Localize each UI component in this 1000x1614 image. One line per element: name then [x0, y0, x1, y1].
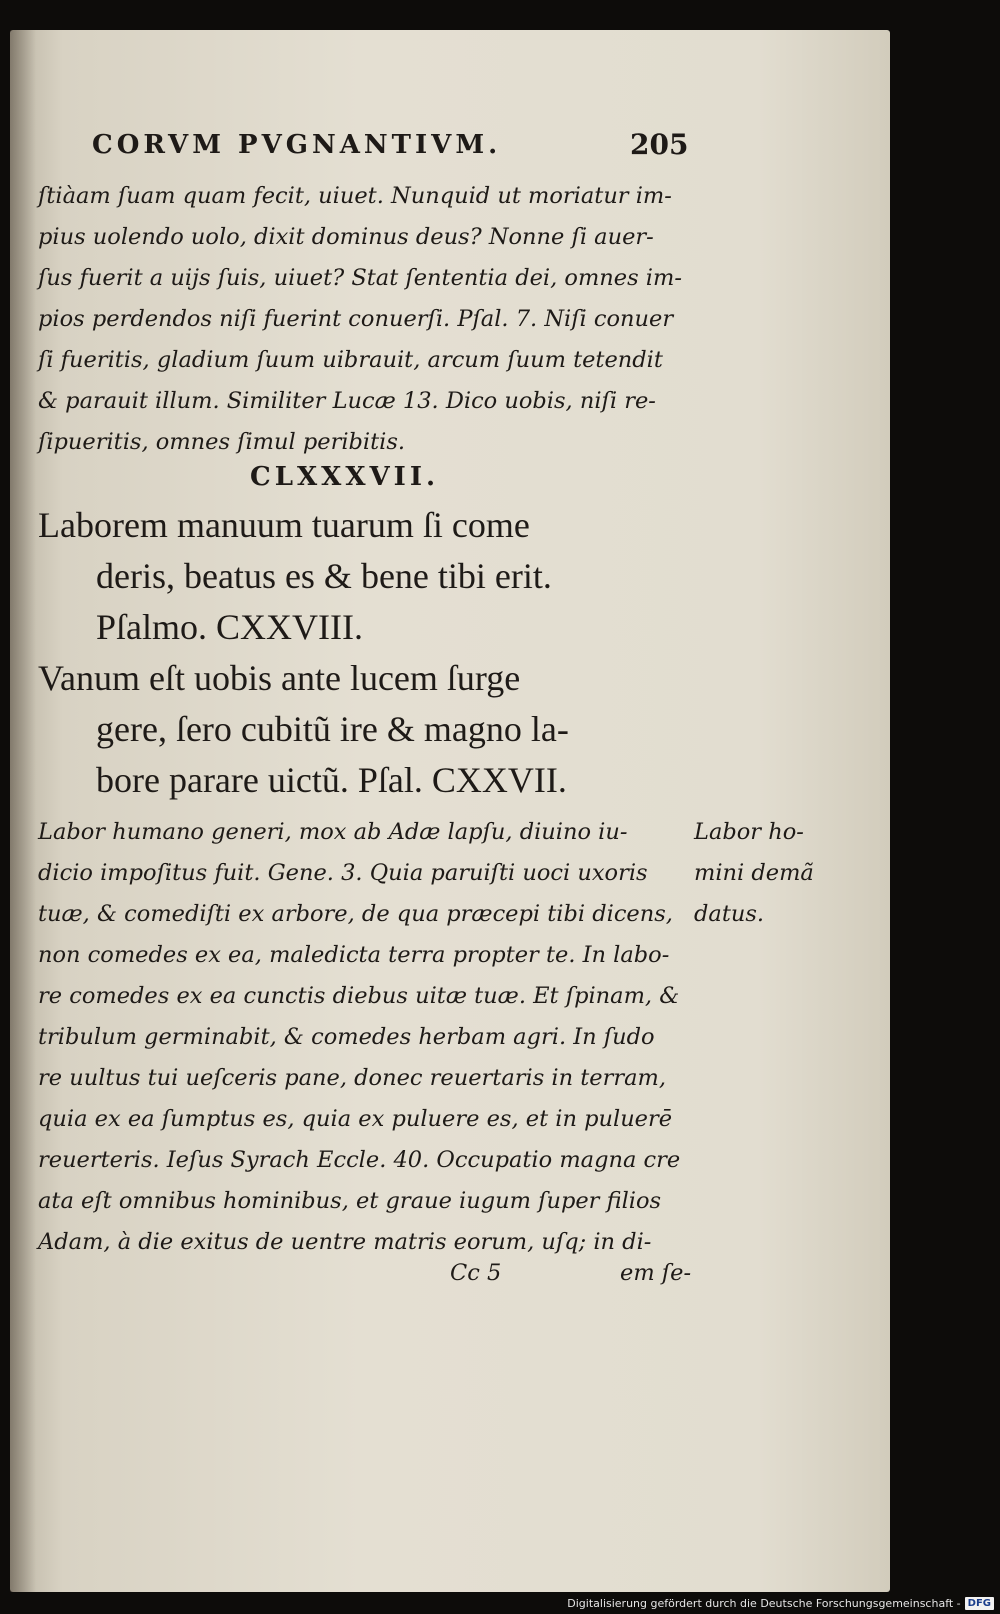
heading-line: Vanum eſt uobis ante lucem ſurge	[38, 658, 521, 698]
text-line: dicio impoſitus fuit. Gene. 3. Quia paruiſti uoci uxoris	[38, 860, 648, 886]
heading-line: Pſalmo. CXXVIII.	[96, 607, 363, 647]
text-line: & parauit illum. Similiter Lucæ 13. Dico uobis, niſi re-	[38, 388, 656, 414]
text-line: reuerteris. Ieſus Syrach Eccle. 40. Occupatio magna cre	[38, 1147, 681, 1173]
marginal-note	[694, 812, 814, 935]
credit-text: Digitalisierung gefördert durch die Deutsche Forschungsgemeinschaft -	[567, 1596, 961, 1610]
text-line: re uultus tui ueſceris pane, donec reuertaris in terram,	[38, 1065, 667, 1091]
text-line: ſi fueritis, gladium ſuum uibrauit, arcum ſuum tetendit	[38, 347, 663, 373]
text-line: quia ex ea ſumptus es, quia ex puluere es, et in puluerē	[38, 1106, 673, 1132]
text-line: re comedes ex ea cunctis diebus uitæ tuæ. Et ſpinam, &	[38, 983, 680, 1009]
heading-line: Laborem manuum tuarum ſi come	[38, 505, 530, 545]
text-line: pius uolendo uolo, dixit dominus deus? Nonne ſi auer-	[38, 224, 654, 250]
marginal-line: datus.	[694, 901, 765, 927]
heading-line: gere, ſero cubitũ ire & magno la-	[96, 709, 569, 749]
dfg-logo: DFG	[965, 1597, 994, 1610]
paragraph-2	[38, 812, 698, 1263]
text-line: tribulum germinabit, & comedes herbam agri. In ſudo	[38, 1024, 655, 1050]
heading-quotation	[38, 500, 738, 806]
text-line: Labor humano generi, mox ab Adæ lapſu, diuino iu-	[38, 819, 628, 845]
text-line: ſus fuerit a uijs ſuis, uiuet? Stat ſententia dei, omnes im-	[38, 265, 682, 291]
marginal-line: mini demã	[694, 860, 814, 886]
page-number: 205	[630, 128, 689, 161]
text-line: pios perdendos niſi fuerint conuerſi. Pſal. 7. Niſi conuer	[38, 306, 674, 332]
text-line: ſipueritis, omnes ſimul peribitis.	[38, 429, 406, 455]
heading-line: deris, beatus es & bene tibi erit.	[96, 556, 552, 596]
text-line: ſtiàam ſuam quam fecit, uiuet. Nunquid ut moriatur im-	[38, 183, 672, 209]
paragraph-1	[38, 176, 698, 463]
text-line: non comedes ex ea, maledicta terra propter te. In labo-	[38, 942, 670, 968]
text-line: ata eſt omnibus hominibus, et graue iugum ſuper filios	[38, 1188, 662, 1214]
signature-mark: Cc 5	[450, 1260, 502, 1286]
heading-line: bore parare uictũ. Pſal. CXXVII.	[96, 760, 567, 800]
text-line: tuæ, & comediſti ex arbore, de qua præcepi tibi dicens,	[38, 901, 673, 927]
section-number: CLXXXVII.	[250, 462, 440, 492]
running-head: CORVM PVGNANTIVM.	[92, 130, 502, 160]
gutter-shadow	[10, 30, 36, 1592]
digitization-credit	[567, 1594, 994, 1612]
text-line: Adam, à die exitus de uentre matris eorum, uſq; in di-	[38, 1229, 652, 1255]
marginal-line: Labor ho-	[694, 819, 804, 845]
catchword: em ſe-	[620, 1260, 692, 1286]
